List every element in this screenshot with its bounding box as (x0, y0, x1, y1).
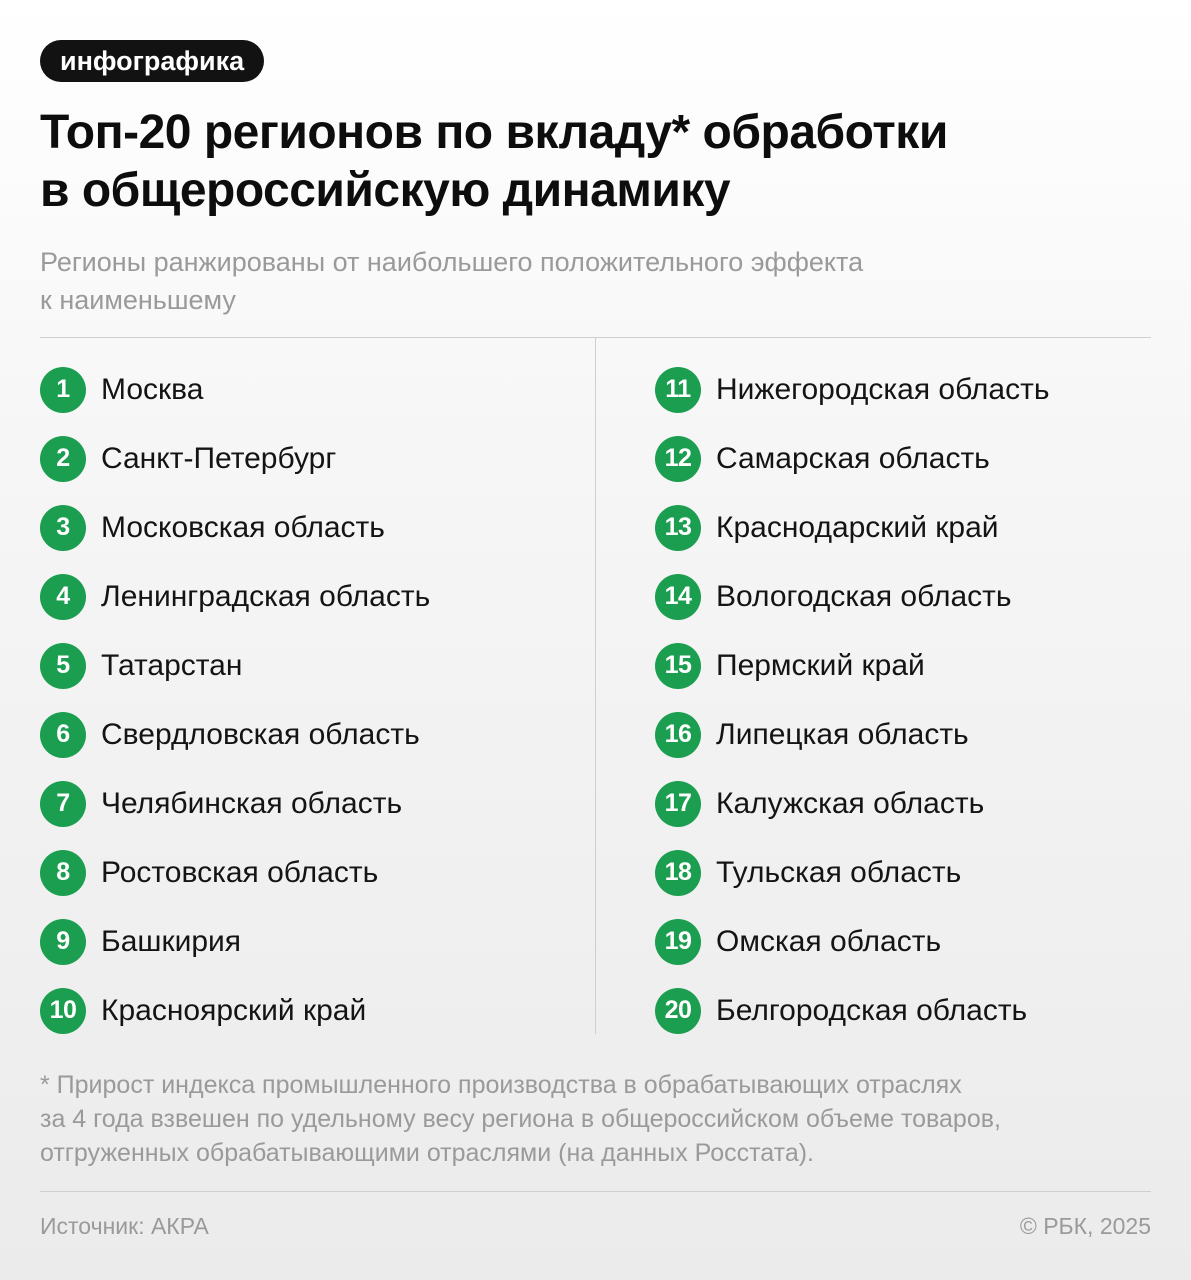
footnote-line-2: за 4 года взвешен по удельному весу региона в общероссийском объеме товаров, (40, 1105, 1001, 1133)
list-item (655, 355, 1175, 424)
region-name: Челябинская область (101, 786, 403, 820)
region-name: Ленинградская область (101, 579, 431, 613)
subtitle-line-1: Регионы ранжированы от наибольшего положительного эффекта (40, 247, 864, 277)
rank-badge: 3 (40, 505, 86, 551)
region-name: Белгородская область (716, 993, 1028, 1027)
region-name: Липецкая область (716, 717, 969, 751)
list-item (40, 424, 560, 493)
list-item (655, 976, 1175, 1045)
title-line-2: в общероссийскую динамику (40, 164, 731, 217)
footnote-line-1: * Прирост индекса промышленного производства в обрабатывающих отраслях (40, 1071, 962, 1099)
list-item (655, 700, 1175, 769)
infographic (40, 0, 1151, 1280)
rank-badge: 10 (40, 988, 86, 1034)
region-name: Татарстан (101, 648, 243, 682)
rank-badge: 6 (40, 712, 86, 758)
list-item (40, 769, 560, 838)
region-name: Вологодская область (716, 579, 1012, 613)
list-item (40, 976, 560, 1045)
footnote-line-3: отгруженных обрабатывающими отраслями (на данных Росстата). (40, 1139, 814, 1167)
list-item (655, 562, 1175, 631)
list-item (655, 769, 1175, 838)
region-name: Москва (101, 372, 204, 406)
region-name: Нижегородская область (716, 372, 1050, 406)
rank-badge: 1 (40, 367, 86, 413)
ranking-column-left (40, 355, 560, 1045)
rank-badge: 14 (655, 574, 701, 620)
list-item (655, 907, 1175, 976)
rank-badge: 20 (655, 988, 701, 1034)
list-item (655, 631, 1175, 700)
column-divider (595, 338, 596, 1034)
region-name: Башкирия (101, 924, 242, 958)
list-item (655, 838, 1175, 907)
region-name: Омская область (716, 924, 942, 958)
list-item (40, 355, 560, 424)
region-name: Тульская область (716, 855, 962, 889)
bottom-divider (40, 1191, 1151, 1192)
rank-badge: 11 (655, 367, 701, 413)
region-name: Красноярский край (101, 993, 367, 1027)
subtitle-line-2: к наименьшему (40, 285, 236, 315)
region-name: Самарская область (716, 441, 990, 475)
list-item (40, 562, 560, 631)
source-credit: Источник: АКРА (40, 1213, 209, 1239)
rank-badge: 15 (655, 643, 701, 689)
rank-badge: 13 (655, 505, 701, 551)
list-item (40, 838, 560, 907)
rank-badge: 9 (40, 919, 86, 965)
region-name: Ростовская область (101, 855, 379, 889)
rank-badge: 18 (655, 850, 701, 896)
list-item (40, 493, 560, 562)
rank-badge: 16 (655, 712, 701, 758)
rank-badge: 19 (655, 919, 701, 965)
rank-badge: 12 (655, 436, 701, 482)
list-item (40, 631, 560, 700)
rank-badge: 7 (40, 781, 86, 827)
region-name: Краснодарский край (716, 510, 999, 544)
copyright-notice: © РБК, 2025 (1019, 1213, 1151, 1239)
rank-badge: 17 (655, 781, 701, 827)
footnote (40, 1068, 1151, 1170)
region-name: Пермский край (716, 648, 925, 682)
rank-badge: 4 (40, 574, 86, 620)
subtitle (40, 243, 940, 319)
page-title (40, 104, 1151, 220)
region-name: Свердловская область (101, 717, 420, 751)
list-item (655, 424, 1175, 493)
region-name: Калужская область (716, 786, 985, 820)
list-item (655, 493, 1175, 562)
list-item (40, 700, 560, 769)
category-badge: инфографика (40, 40, 264, 82)
ranking-column-right (655, 355, 1175, 1045)
rank-badge: 2 (40, 436, 86, 482)
rank-badge: 8 (40, 850, 86, 896)
rank-badge: 5 (40, 643, 86, 689)
region-name: Санкт-Петербург (101, 441, 337, 475)
list-item (40, 907, 560, 976)
title-line-1: Топ-20 регионов по вкладу* обработки (40, 106, 948, 159)
region-name: Московская область (101, 510, 385, 544)
